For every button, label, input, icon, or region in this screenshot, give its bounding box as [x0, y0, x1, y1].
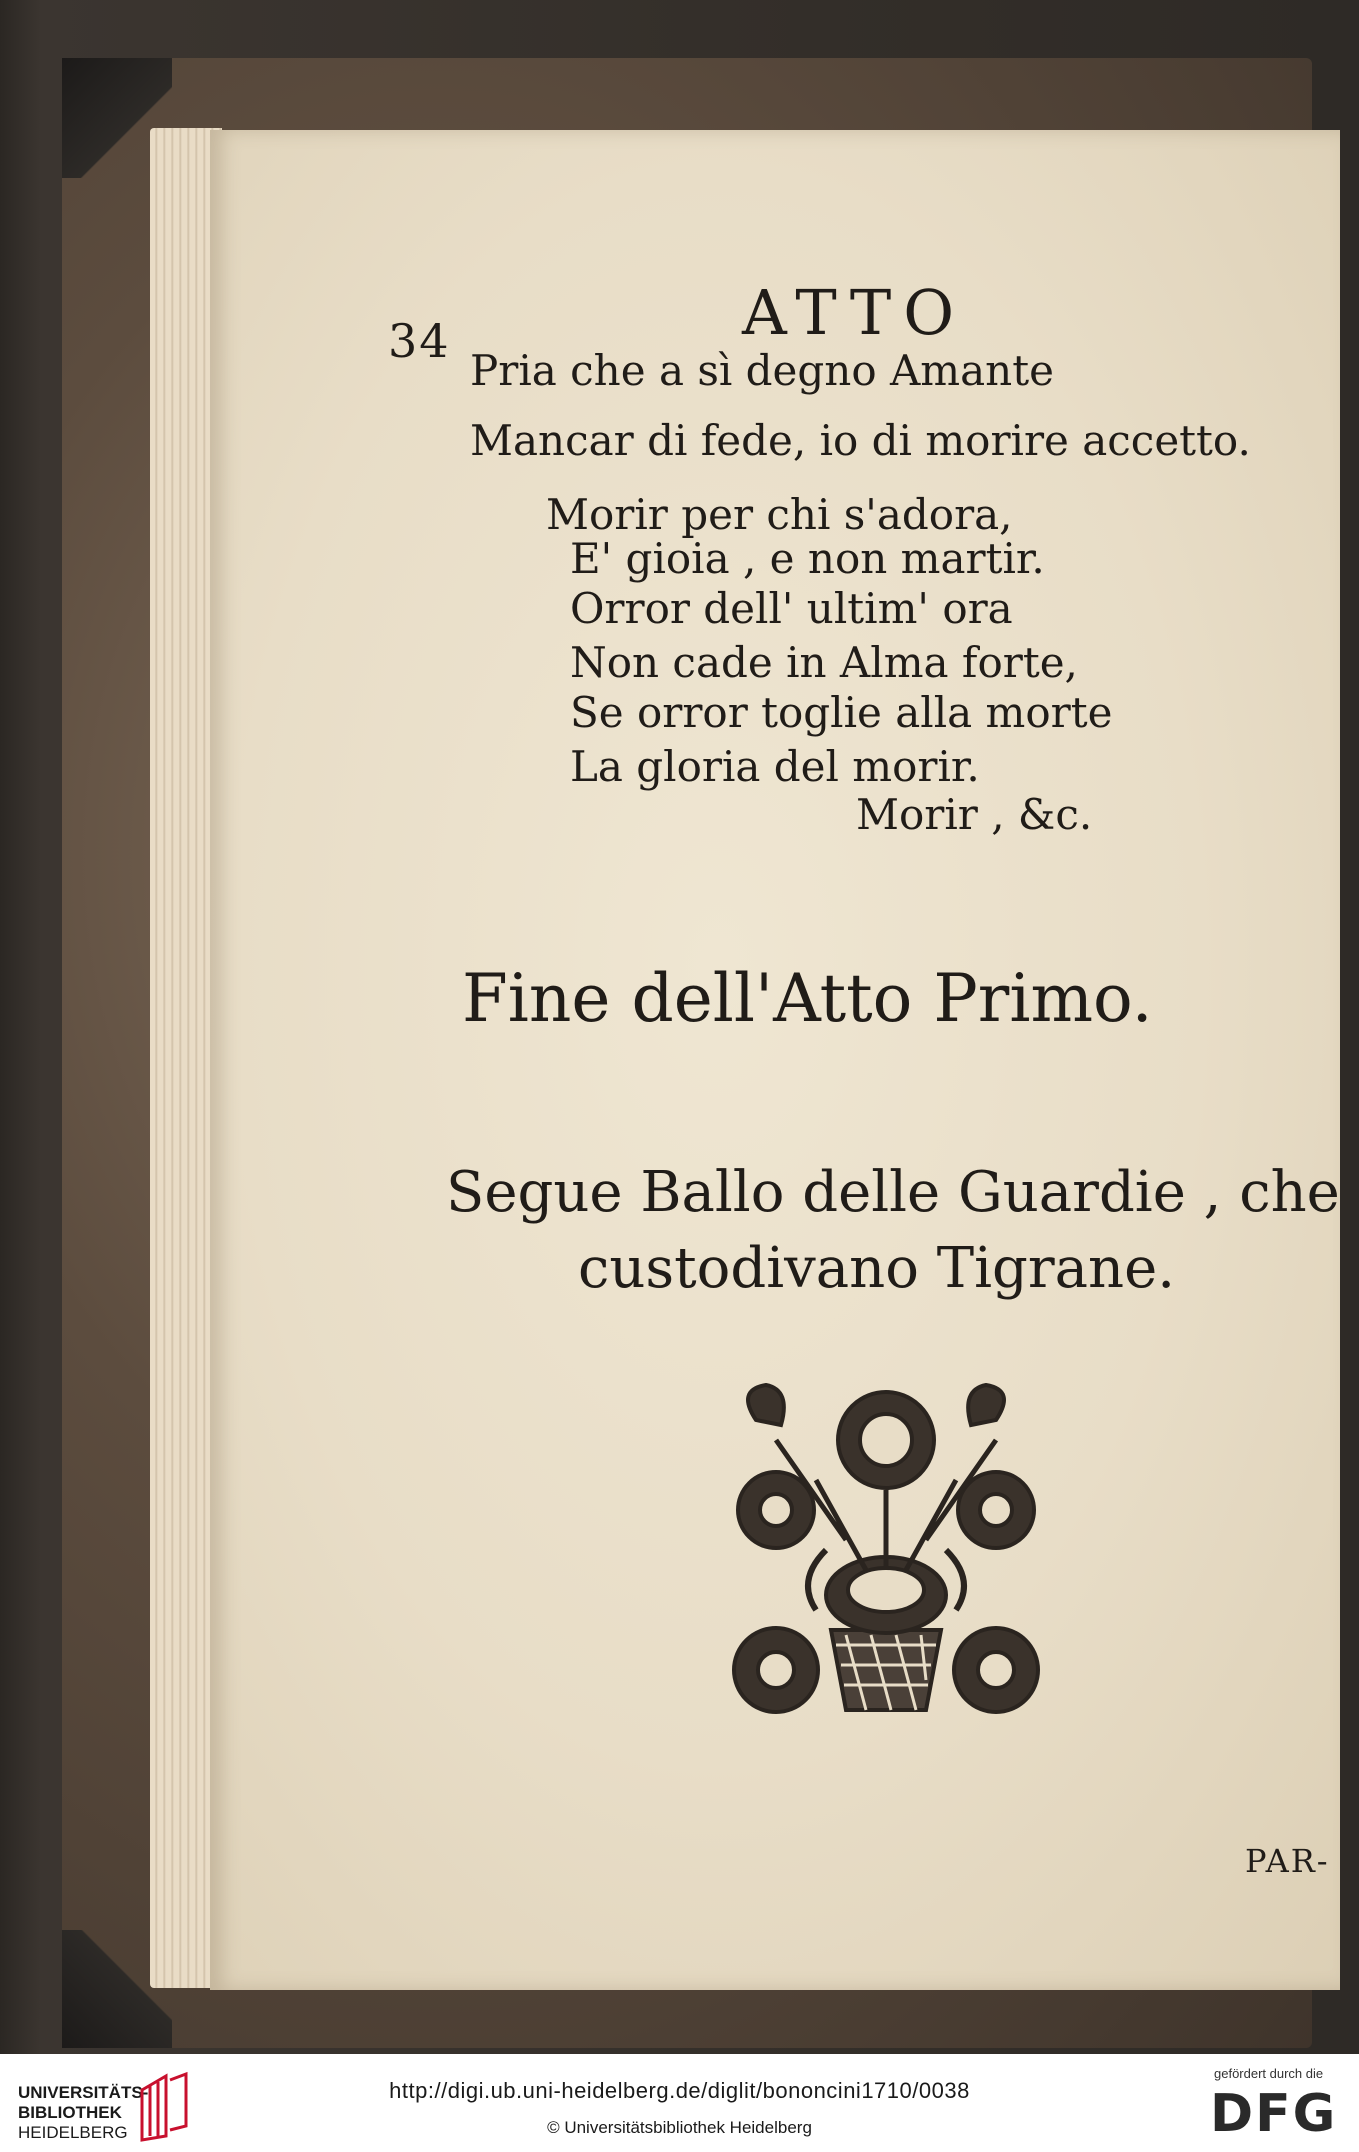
aria-reprise: Morir , &c.: [856, 790, 1093, 839]
aria-line-4: Non cade in Alma forte,: [570, 638, 1078, 687]
aria-line-1: Morir per chi s'adora,: [546, 490, 1013, 539]
library-logo-line-1: UNIVERSITÄTS-: [18, 2083, 149, 2102]
catchword: PAR-: [1245, 1842, 1330, 1880]
viewer-footer: [0, 2054, 1359, 2152]
act-end-title: Fine dell'Atto Primo.: [462, 960, 1153, 1037]
ballet-note-line-1: Segue Ballo delle Guardie , che: [446, 1160, 1340, 1225]
permalink-url[interactable]: http://digi.ub.uni-heidelberg.de/diglit/bononcini1710/0038: [389, 2078, 970, 2103]
library-logo-line-3: HEIDELBERG: [18, 2123, 128, 2142]
aria-line-2: E' gioia , e non martir.: [570, 534, 1045, 583]
running-head: ATTO: [742, 276, 967, 349]
library-logo-line-2: BIBLIOTHEK: [18, 2103, 122, 2122]
funding-note: gefördert durch die: [1214, 2066, 1324, 2081]
aria-line-6: La gloria del morir.: [570, 742, 980, 791]
dfg-logo: DFG: [1210, 2084, 1338, 2144]
aria-line-3: Orror dell' ultim' ora: [570, 584, 1013, 633]
page-number: 34: [388, 314, 451, 368]
verse-line-1: Pria che a sì degno Amante: [470, 346, 1054, 395]
verse-line-2: Mancar di fede, io di morire accetto.: [470, 416, 1251, 465]
copyright-notice: © Universitätsbibliothek Heidelberg: [547, 2118, 812, 2137]
aria-line-5: Se orror toglie alla morte: [570, 688, 1113, 737]
flower-basket-ornament: [696, 1380, 1076, 1760]
ballet-note-line-2: custodivano Tigrane.: [578, 1236, 1176, 1301]
